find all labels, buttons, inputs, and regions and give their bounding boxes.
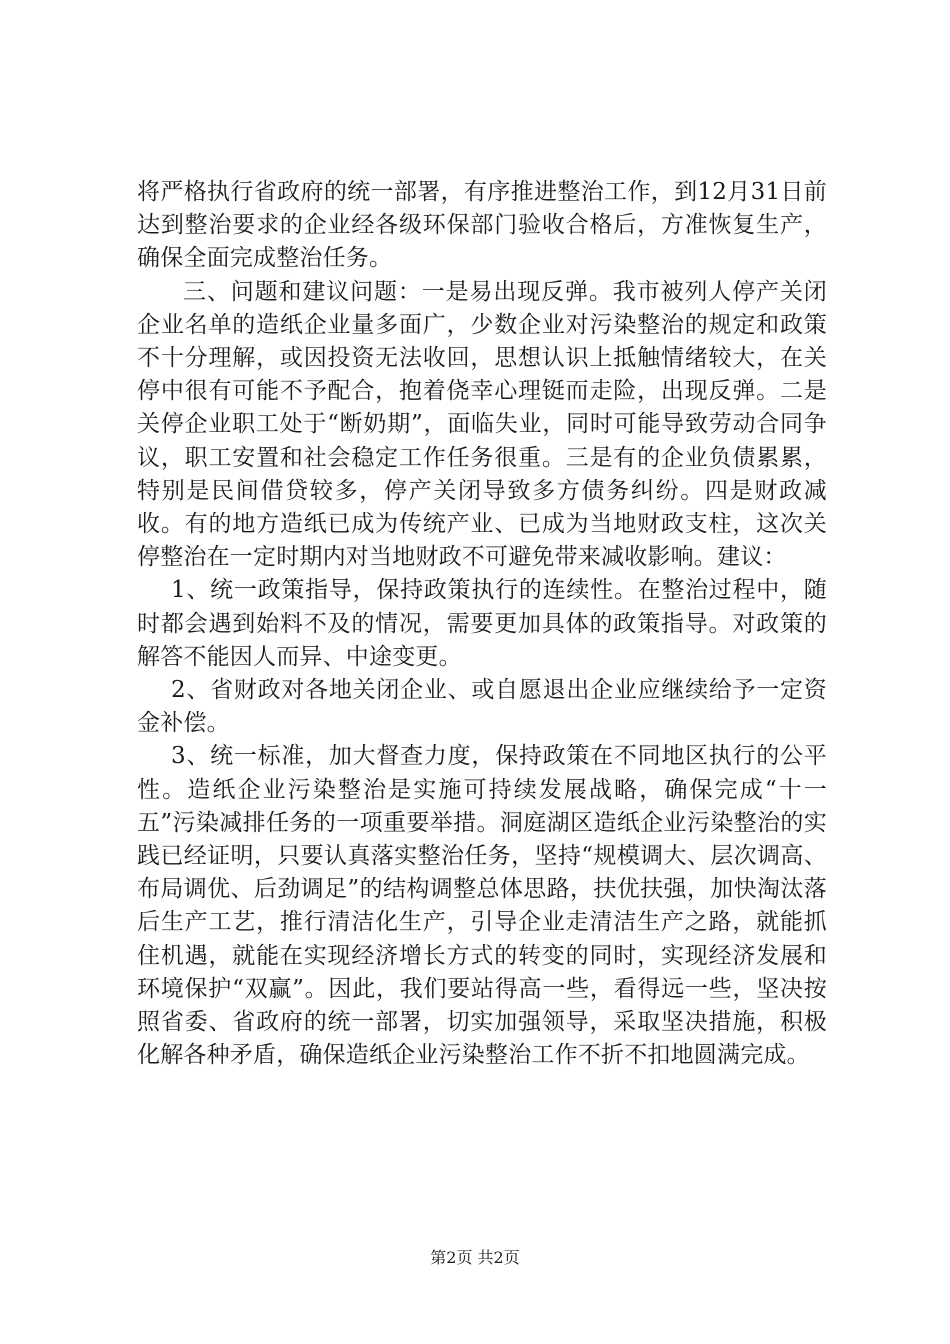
paragraph-continuation: 将严格执行省政府的统一部署，有序推进整治工作，到12月31日前达到整治要求的企业经各级环保部门验收合格后，方准恢复生产，确保全面完成整治任务。 <box>137 179 827 272</box>
document-body <box>137 176 827 1072</box>
paragraph-suggestion-1: 1、统一政策指导，保持政策执行的连续性。在整治过程中，随时都会遇到始料不及的情况，需要更加具体的政策指导。对政策的解答不能因人而异、中途变更。 <box>137 577 827 670</box>
paragraph-suggestion-2: 2、省财政对各地关闭企业、或自愿退出企业应继续给予一定资金补偿。 <box>137 677 827 737</box>
paragraph-problems-suggestions: 三、问题和建议问题：一是易出现反弹。我市被列人停产关闭企业名单的造纸企业量多面广，少数企业对污染整治的规定和政策不十分理解，或因投资无法收回，思想认识上抵触情绪较大，在关停中很有可能不予配合，抱着侥幸心理铤而走险，出现反弹。二是关停企业职工处于“断奶期”，面临失业，同时可能导致劳动合同争议，职工安置和社会稳定工作任务很重。三是有的企业负债累累，特别是民间借贷较多，停产关闭导致多方债务纠纷。四是财政减收。有的地方造纸已成为传统产业、已成为当地财政支柱，这次关停整治在一定时期内对当地财政不可避免带来减收影响。建议： <box>137 278 827 571</box>
paragraph-suggestion-3: 3、统一标准，加大督查力度，保持政策在不同地区执行的公平性。造纸企业污染整治是实施可持续发展战略，确保完成“十一五”污染减排任务的一项重要举措。洞庭湖区造纸企业污染整治的实践已经证明，只要认真落实整治任务，坚持“规模调大、层次调高、布局调优、后劲调足”的结构调整总体思路，扶优扶强，加快淘汰落后生产工艺，推行清洁化生产，引导企业走清洁生产之路，就能抓住机遇，就能在实现经济增长方式的转变的同时，实现经济发展和环境保护“双赢”。因此，我们要站得高一些，看得远一些，坚决按照省委、省政府的统一部署，切实加强领导，采取坚决措施，积极化解各种矛盾，确保造纸企业污染整治工作不折不扣地圆满完成。 <box>137 743 827 1069</box>
page-footer: 第2页 共2页 <box>430 1248 520 1267</box>
